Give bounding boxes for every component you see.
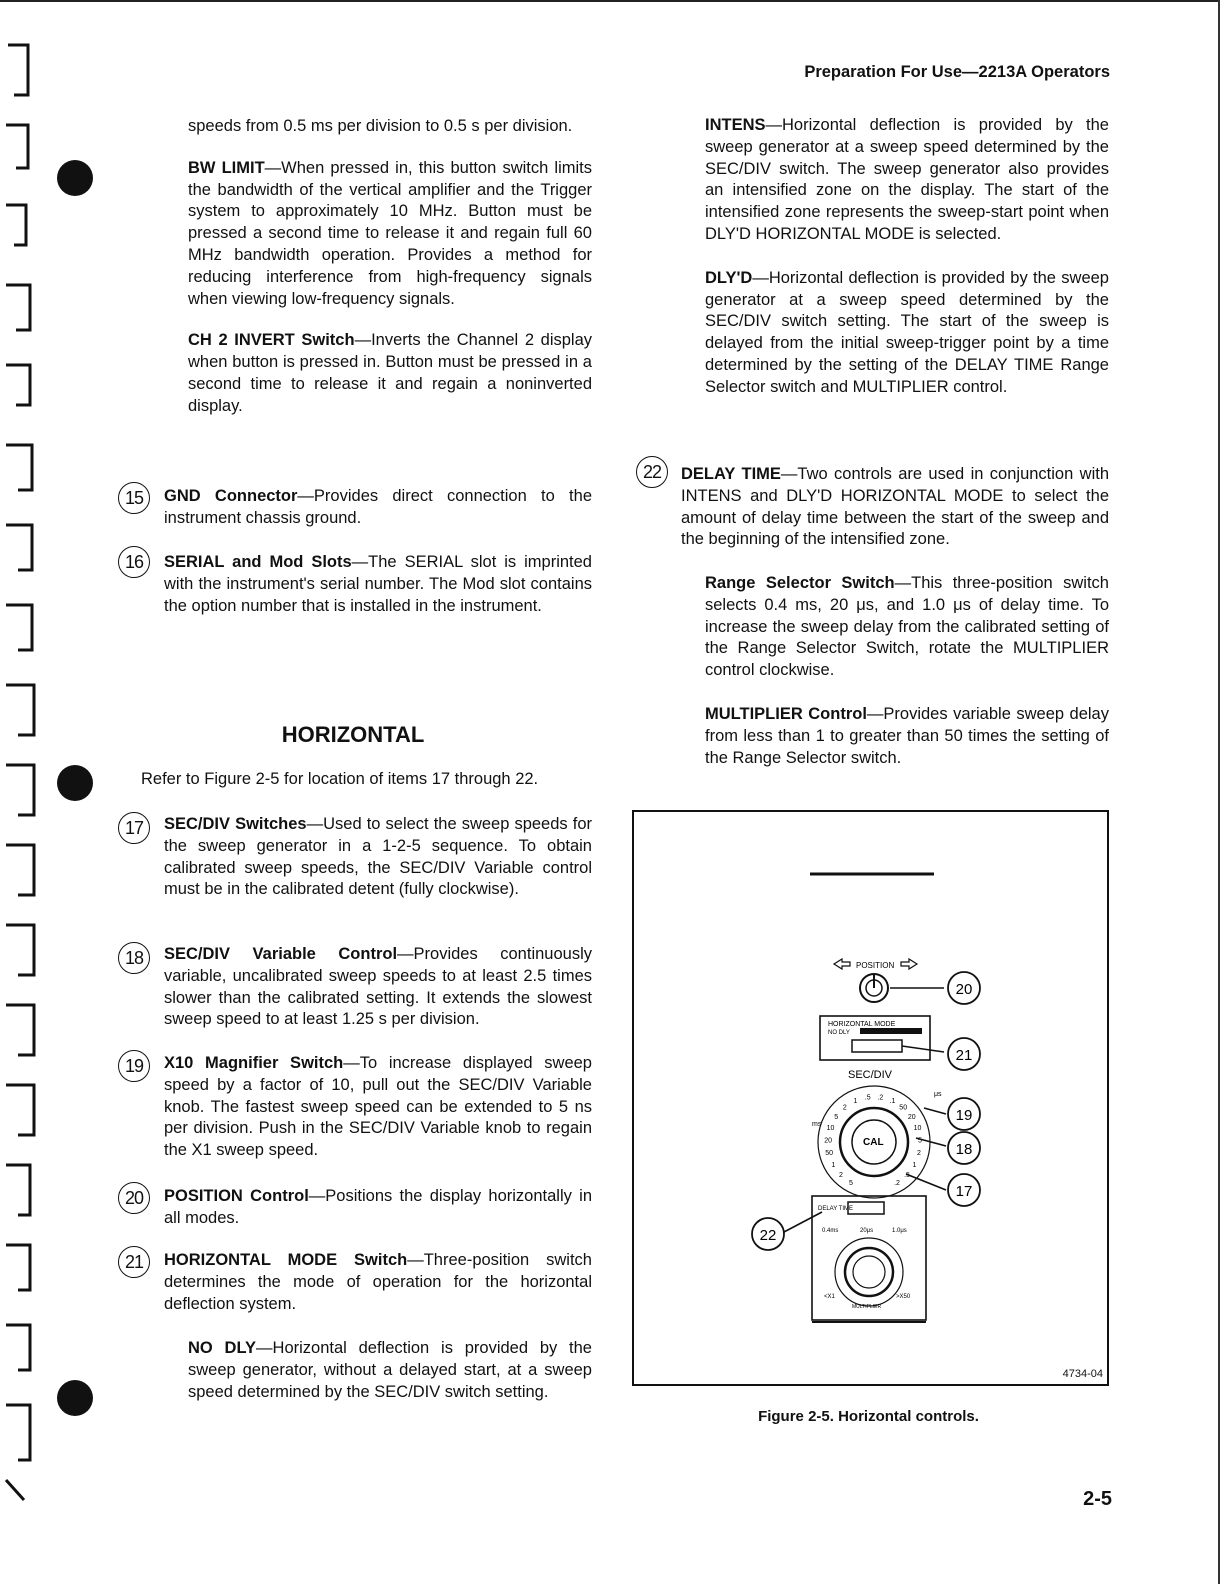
paragraph-ch2-invert: CH 2 INVERT Switch—Inverts the Channel 2 display when button is pressed in. Button must be pressed in a second time to release it and regain a noninverted display.	[188, 331, 592, 415]
right-column	[705, 115, 1109, 399]
section-title-horizontal: HORIZONTAL	[281, 722, 425, 747]
item-number-17: 17	[118, 812, 150, 844]
term-serial: SERIAL and Mod Slots	[164, 553, 352, 571]
dial-label: .2	[877, 1094, 884, 1102]
item-20: POSITION Control—Positions the display horizontally in all modes.	[164, 1187, 592, 1227]
term-gnd: GND Connector	[164, 487, 298, 505]
svg-text:μs: μs	[934, 1091, 942, 1098]
term-horizontal-mode: HORIZONTAL MODE Switch	[164, 1251, 408, 1269]
dial-label: 10	[826, 1125, 835, 1133]
punch-hole-bottom	[57, 1380, 93, 1416]
svg-text:19: 19	[955, 1107, 973, 1124]
dial-label: 2	[842, 1104, 847, 1112]
paragraph-intens: INTENS—Horizontal deflection is provided by the sweep generator at a sweep speed determined by the SEC/DIV switch. The sweep generator also provides an intensified zone on the display. The start of the intensified zone represents the sweep-start point when DLY'D HORIZONTAL MODE is selected.	[705, 116, 1109, 243]
term-sec-div-variable: SEC/DIV Variable Control	[164, 945, 398, 963]
dial-label: 5	[849, 1179, 853, 1187]
svg-text:ms: ms	[812, 1121, 822, 1128]
dial-label: 1	[912, 1161, 917, 1169]
term-ch2-invert: CH 2 INVERT Switch	[188, 331, 355, 350]
punch-hole-top	[57, 160, 93, 196]
paragraphs-range-multiplier	[705, 573, 1109, 769]
svg-text:21: 21	[955, 1047, 973, 1064]
paragraph-no-dly: NO DLY—Horizontal deflection is provided by the sweep generator, without a delayed start, at a sweep speed determined by the SEC/DIV switch setting.	[188, 1339, 592, 1401]
term-position-control: POSITION Control	[164, 1187, 309, 1205]
term-no-dly: NO DLY	[188, 1339, 257, 1357]
item-number-20: 20	[118, 1182, 150, 1214]
svg-text:NO DLY: NO DLY	[828, 1030, 850, 1036]
term-range-selector: Range Selector Switch	[705, 574, 895, 592]
svg-text:DELAY TIME: DELAY TIME	[818, 1206, 854, 1212]
dial-label: .5	[864, 1094, 871, 1102]
svg-text:20: 20	[955, 981, 973, 998]
item-18: SEC/DIV Variable Control—Provides continuously variable, uncalibrated sweep speeds to at least 2.5 times slower than the calibrated setting. It extends the slowest sweep speed to at least 1.25 s per division.	[164, 945, 592, 1029]
paragraph-dlyd: DLY'D—Horizontal deflection is provided by the sweep generator at a sweep speed determined by the SEC/DIV switch setting. The start of the sweep is delayed from the initial sweep-trigger point by a time determined by the setting of the DELAY TIME Range Selector switch and MULTIPLIER control.	[705, 268, 1109, 396]
left-column-intro	[188, 116, 592, 418]
horizontal-controls-drawing	[634, 812, 1107, 1384]
paragraph-speeds: speeds from 0.5 ms per division to 0.5 s per division.	[188, 117, 573, 135]
item-17: SEC/DIV Switches—Used to select the sweep speeds for the sweep generator in a 1-2-5 sequence. To obtain calibrated sweep speeds, the SEC/DIV Variable control must be in the calibrated detent (fully clockwise).	[164, 815, 592, 899]
item-21: HORIZONTAL MODE Switch—Three-position switch determines the mode of operation for the horizontal deflection system.	[164, 1251, 592, 1313]
item-number-16: 16	[118, 546, 150, 578]
paragraph-multiplier: MULTIPLIER Control—Provides variable sweep delay from less than 1 to greater than 50 times the setting of the Range Selector switch.	[705, 704, 1109, 767]
svg-text:POSITION: POSITION	[856, 961, 895, 970]
svg-text:18: 18	[955, 1141, 973, 1158]
term-multiplier: MULTIPLIER Control	[705, 704, 867, 723]
svg-text:CAL: CAL	[863, 1137, 884, 1148]
binder-margin	[0, 0, 60, 1584]
dial-label: 50	[899, 1104, 908, 1112]
item-number-18: 18	[118, 942, 150, 974]
dial-label: .5	[904, 1172, 910, 1180]
item-number-22: 22	[636, 456, 668, 488]
dial-label: 2	[839, 1172, 843, 1180]
svg-text:22: 22	[759, 1227, 777, 1244]
svg-text:HORIZONTAL MODE: HORIZONTAL MODE	[828, 1021, 896, 1028]
punch-hole-middle	[57, 765, 93, 801]
figure-code: 4734-04	[1062, 1368, 1103, 1380]
dial-label: 20	[824, 1137, 832, 1145]
item-22: DELAY TIME—Two controls are used in conjunction with INTENS and DLY'D HORIZONTAL MODE to select the amount of delay time between the start of the sweep and the beginning of the intensified zone.	[681, 465, 1110, 549]
term-bw-limit: BW LIMIT	[188, 158, 265, 177]
dial-label: 20	[907, 1113, 916, 1121]
dial-label: 10	[913, 1125, 922, 1133]
top-border	[0, 0, 1220, 2]
figure-2-5	[632, 810, 1109, 1386]
term-sec-div-switches: SEC/DIV Switches	[164, 815, 307, 833]
dial-label: 1	[853, 1097, 858, 1105]
paragraph-bw-limit: BW LIMIT—When pressed in, this button switch limits the bandwidth of the vertical amplifier and the Trigger system to approximately 10 MHz. Button must be pressed a second time to release it and regain full 60 MHz bandwidth operation. Provides a method for reducing interference from high-frequency signals when viewing low-frequency signals.	[188, 158, 592, 308]
term-delay-time: DELAY TIME	[681, 465, 781, 483]
figure-caption: Figure 2-5. Horizontal controls.	[758, 1408, 979, 1425]
item-19: X10 Magnifier Switch—To increase displayed sweep speed by a factor of 10, pull out the SEC/DIV Variable knob. The fastest sweep speed can be extended to 5 ns per division. Push in the SEC/DIV Variable knob to regain the X1 sweep speed.	[164, 1054, 592, 1160]
dial-label: .2	[894, 1179, 900, 1187]
term-dlyd: DLY'D	[705, 268, 753, 287]
term-x10-magnifier: X10 Magnifier Switch	[164, 1054, 344, 1072]
item-15: GND Connector—Provides direct connection to the instrument chassis ground.	[164, 487, 592, 527]
item-number-21: 21	[118, 1246, 150, 1278]
term-intens: INTENS	[705, 116, 766, 134]
page-number: 2-5	[1083, 1488, 1112, 1510]
dial-label: 5	[834, 1113, 839, 1121]
dial-label: .1	[889, 1097, 896, 1105]
dial-label: 1	[831, 1161, 836, 1169]
svg-text:0.4ms: 0.4ms	[822, 1228, 839, 1234]
svg-text:20μs: 20μs	[860, 1228, 874, 1234]
paragraph-range-selector: Range Selector Switch—This three-position switch selects 0.4 ms, 20 μs, and 1.0 μs of delay time. To increase the sweep delay from the calibrated setting of the Range Selector Switch, rotate the MULTIPLIER control clockwise.	[705, 574, 1109, 680]
item-number-19: 19	[118, 1050, 150, 1082]
svg-text:17: 17	[955, 1183, 973, 1200]
refer-text: Refer to Figure 2-5 for location of items 17 through 22.	[141, 770, 539, 788]
dial-label: 50	[825, 1150, 833, 1158]
svg-text:MULTIPLIER: MULTIPLIER	[852, 1304, 882, 1310]
item-16: SERIAL and Mod Slots—The SERIAL slot is imprinted with the instrument's serial number. The Mod slot contains the option number that is installed in the instrument.	[164, 553, 592, 615]
svg-text:1.0μs: 1.0μs	[892, 1228, 907, 1234]
svg-text:SEC/DIV: SEC/DIV	[848, 1069, 893, 1081]
dial-label: 2	[916, 1150, 921, 1158]
svg-text:>X50: >X50	[896, 1294, 911, 1300]
item-number-15: 15	[118, 482, 150, 514]
svg-text:<X1: <X1	[824, 1294, 835, 1300]
dial-label: 5	[917, 1137, 922, 1145]
running-header: Preparation For Use—2213A Operators	[804, 63, 1110, 81]
